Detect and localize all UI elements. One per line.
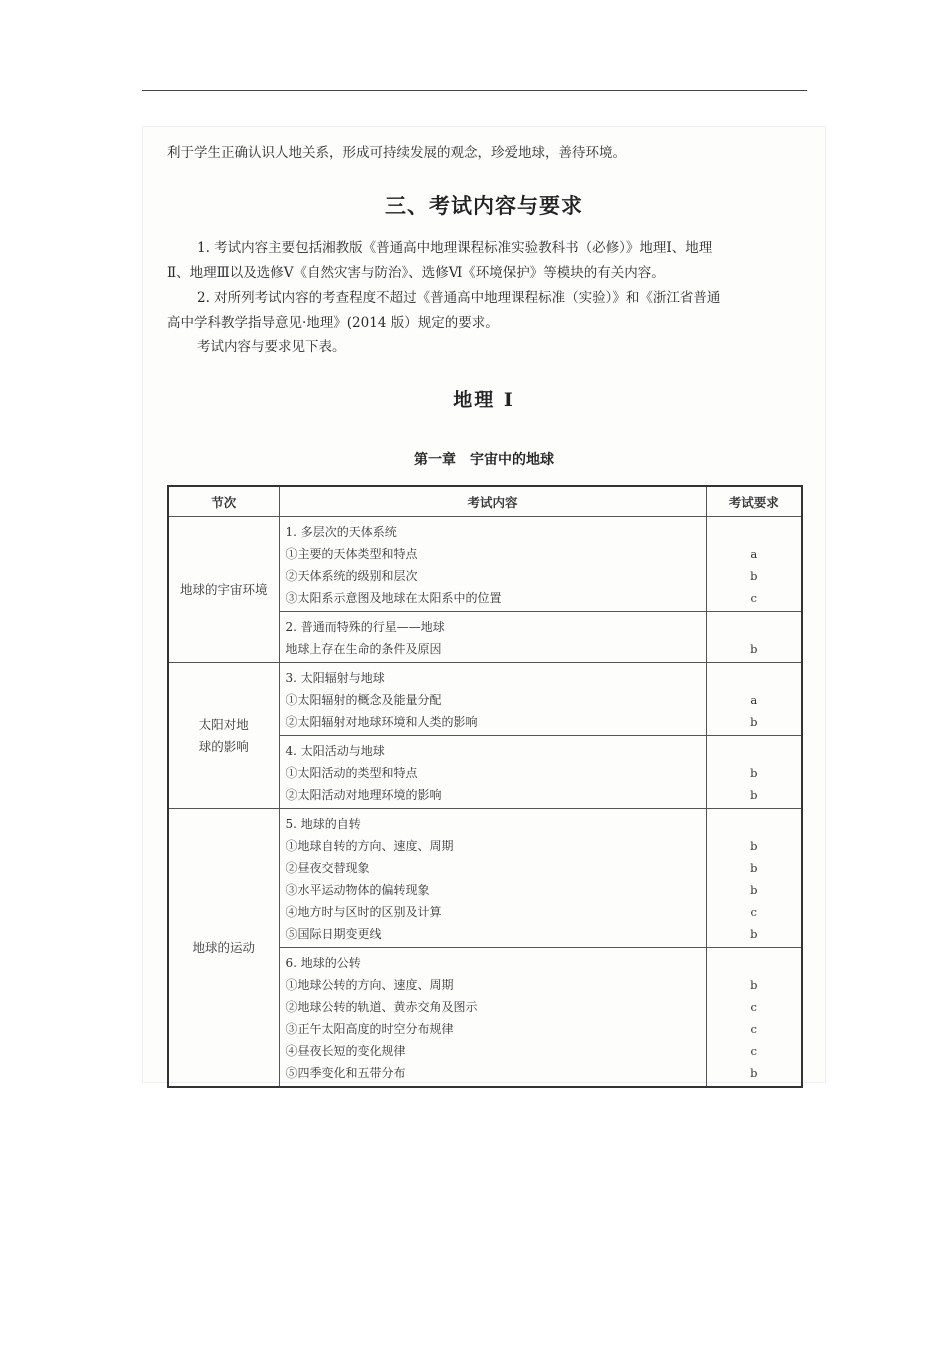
section-name-cell [168,663,279,809]
section-heading: 三、考试内容与要求 [385,193,583,218]
requirements-table [167,485,803,1088]
requirement-level: b [750,978,758,992]
content-item: 6. 地球的公转 [285,956,361,970]
section-name-cell [168,809,279,1088]
requirement-level: b [750,569,758,583]
content-item: ①太阳辐射的概念及能量分配 [285,693,442,707]
scanned-page [143,127,825,1082]
table-row [168,809,802,948]
requirement-cell [706,663,802,736]
paragraph-3: 考试内容与要求见下表。 [197,339,346,355]
content-item: ⑤国际日期变更线 [285,927,382,941]
paragraph-1-line-2: Ⅱ、地理Ⅲ以及选修Ⅴ《自然灾害与防治》、选修Ⅵ《环境保护》等模块的有关内容。 [167,265,665,281]
requirement-cell [706,612,802,663]
paragraph-2-line-2: 高中学科教学指导意见·地理》(2014 版）规定的要求。 [167,315,499,331]
content-cell [279,612,706,663]
section-name-line: 太阳对地 [198,716,249,732]
requirement-level [707,952,802,974]
header-section: 节次 [168,486,279,517]
content-item: ④地方时与区时的区别及计算 [285,905,442,919]
requirement-level: b [750,642,758,656]
content-item: 地球上存在生命的条件及原因 [285,642,442,656]
requirement-level: b [750,839,758,853]
content-item: ①主要的天体类型和特点 [285,547,418,561]
content-item: ②天体系统的级别和层次 [285,569,418,583]
requirement-level: b [750,788,758,802]
content-item: 1. 多层次的天体系统 [285,525,397,539]
section-name-line: 球的影响 [198,738,249,754]
requirement-level: c [750,905,757,919]
requirement-level: b [750,861,758,875]
paragraph-2-line-1: 2. 对所列考试内容的考查程度不超过《普通高中地理课程标准（实验）》和《浙江省普通 [197,290,721,306]
requirement-level [707,740,802,762]
paragraph-1-line-1: 1. 考试内容主要包括湘教版《普通高中地理课程标准实验教科书（必修）》地理Ⅰ、地理 [197,240,713,256]
header-requirement: 考试要求 [706,486,802,517]
content-item: ⑤四季变化和五带分布 [285,1066,406,1080]
requirement-level: c [750,591,757,605]
content-item: ②昼夜交替现象 [285,861,370,875]
table-row [168,517,802,612]
content-item: ④昼夜长短的变化规律 [285,1044,406,1058]
requirement-level: a [750,547,758,561]
requirement-level: c [750,1022,757,1036]
content-cell [279,809,706,948]
section-name-line: 地球的宇宙环境 [179,581,268,597]
content-item: 3. 太阳辐射与地球 [285,671,385,685]
requirement-level: c [750,1000,757,1014]
requirement-level [707,667,802,689]
header-content: 考试内容 [279,486,706,517]
content-item: ①地球自转的方向、速度、周期 [285,839,454,853]
content-item: ③正午太阳高度的时空分布规律 [285,1022,454,1036]
requirement-level: c [750,1044,757,1058]
requirement-level: a [750,693,758,707]
content-item: 4. 太阳活动与地球 [285,744,385,758]
section-name-line: 地球的运动 [192,939,255,955]
requirement-cell [706,809,802,948]
requirement-level: b [750,766,758,780]
content-item: ②地球公转的轨道、黄赤交角及图示 [285,1000,478,1014]
content-item: ②太阳活动对地理环境的影响 [285,788,442,802]
requirement-level [707,521,802,543]
content-item: 2. 普通而特殊的行星——地球 [285,620,445,634]
chapter-title: 第一章 宇宙中的地球 [414,452,554,468]
requirement-cell [706,517,802,612]
requirement-level: b [750,927,758,941]
requirement-level: b [750,715,758,729]
content-item: ①太阳活动的类型和特点 [285,766,418,780]
requirement-level [707,616,802,638]
content-item: ②太阳辐射对地球环境和人类的影响 [285,715,478,729]
requirement-level: b [750,1066,758,1080]
section-name-cell [168,517,279,663]
content-cell [279,663,706,736]
requirement-level [707,813,802,835]
header-rule [142,90,807,91]
table-header-row [168,486,802,517]
requirement-cell [706,948,802,1088]
content-item: 5. 地球的自转 [285,817,361,831]
content-item: ③太阳系示意图及地球在太阳系中的位置 [285,591,502,605]
table-row [168,663,802,736]
intro-line: 利于学生正确认识人地关系，形成可持续发展的观念，珍爱地球，善待环境。 [167,145,626,161]
content-cell [279,948,706,1088]
content-item: ①地球公转的方向、速度、周期 [285,978,454,992]
requirement-level: b [750,883,758,897]
content-cell [279,736,706,809]
content-item: ③水平运动物体的偏转现象 [285,883,430,897]
requirement-cell [706,736,802,809]
module-title: 地理 I [453,389,515,411]
content-cell [279,517,706,612]
